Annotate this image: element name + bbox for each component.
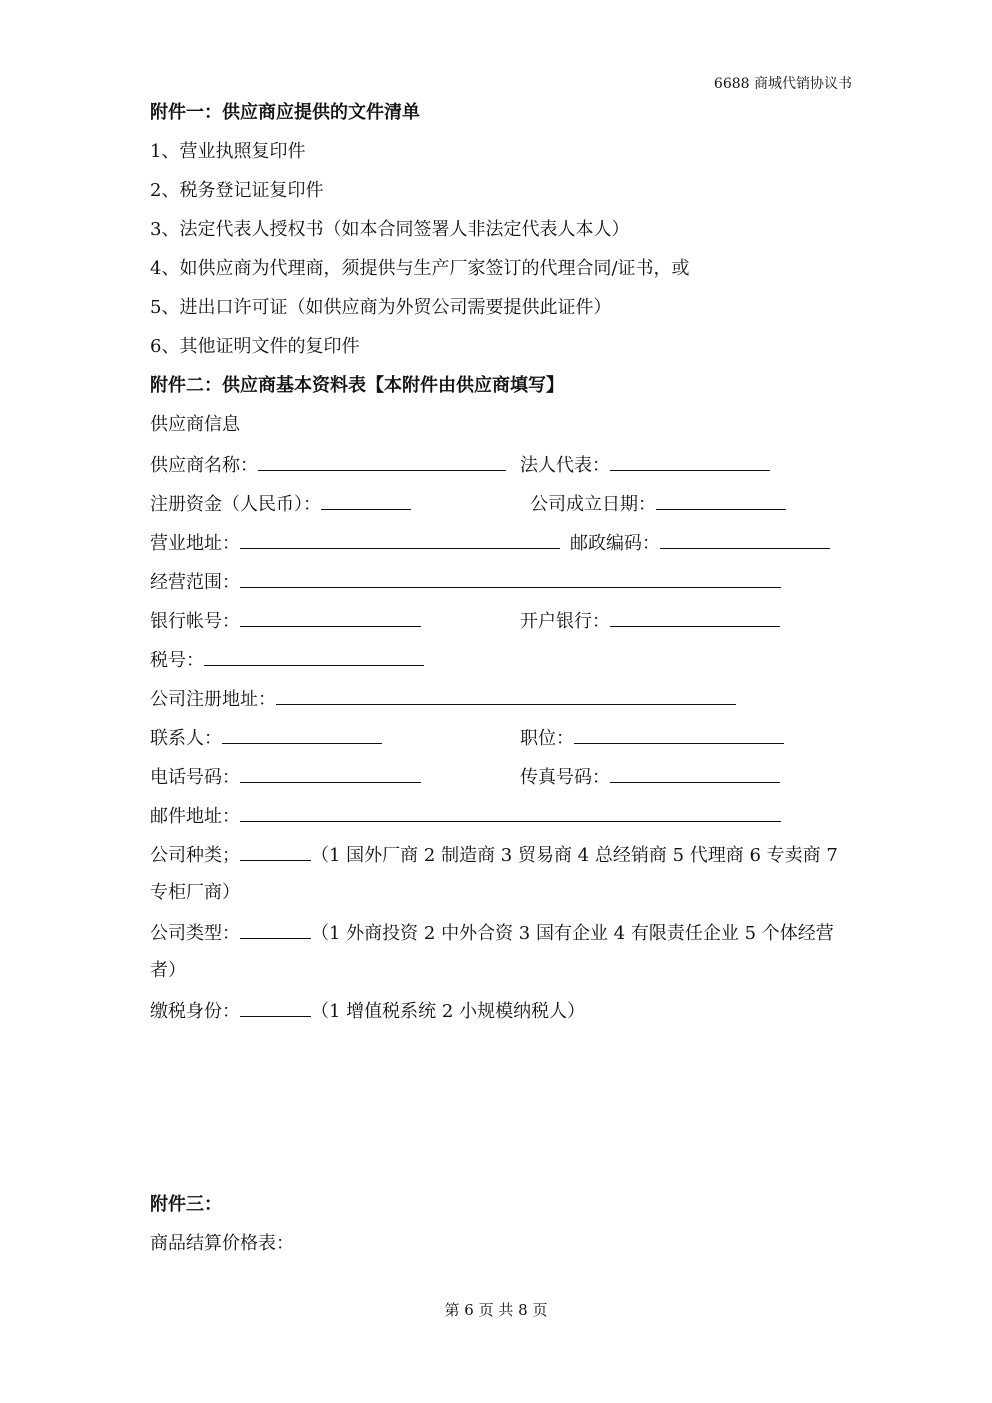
- biz-address-blank[interactable]: [240, 529, 560, 549]
- biz-address-label: 营业地址：: [150, 533, 240, 554]
- reg-address-blank[interactable]: [276, 685, 736, 705]
- tax-status-blank[interactable]: [240, 997, 311, 1017]
- reg-address-row: [150, 685, 736, 713]
- company-kind-options: （1 国外厂商 2 制造商 3 贸易商 4 总经销商 5 代理商 6 专卖商 7: [311, 845, 838, 866]
- company-kind-row: [150, 841, 838, 869]
- annex1-item-5: 5、进出口许可证（如供应商为外贸公司需要提供此证件）: [150, 297, 612, 318]
- annex2-section-label: 供应商信息: [150, 414, 240, 435]
- tax-status-label: 缴税身份：: [150, 1001, 240, 1022]
- company-type-row: [150, 919, 834, 947]
- annex1-item-2: 2、税务登记证复印件: [150, 180, 324, 201]
- company-type-options-cont: 者）: [150, 960, 186, 981]
- annex1-item-4: 4、如供应商为代理商，须提供与生产厂家签订的代理合同/证书，或: [150, 258, 690, 279]
- postcode-blank[interactable]: [660, 529, 830, 549]
- annex3-subtitle: 商品结算价格表：: [150, 1233, 294, 1254]
- position-label: 职位：: [520, 728, 574, 749]
- supplier-name-blank[interactable]: [258, 451, 506, 471]
- bank-account-label: 银行帐号：: [150, 611, 240, 632]
- fax-row: [520, 763, 780, 791]
- est-date-label: 公司成立日期：: [530, 494, 656, 515]
- annex1-item-6: 6、其他证明文件的复印件: [150, 336, 360, 357]
- capital-blank[interactable]: [321, 490, 411, 510]
- legal-rep-label: 法人代表：: [520, 455, 610, 476]
- contact-label: 联系人：: [150, 728, 222, 749]
- phone-row: [150, 763, 421, 791]
- annex2-title: 附件二：供应商基本资料表【本附件由供应商填写】: [150, 375, 564, 396]
- reg-address-label: 公司注册地址：: [150, 689, 276, 710]
- tax-no-row: [150, 646, 424, 674]
- bank-account-blank[interactable]: [240, 607, 421, 627]
- company-type-label: 公司类型：: [150, 923, 240, 944]
- est-date-blank[interactable]: [656, 490, 786, 510]
- tax-status-row: [150, 997, 585, 1025]
- company-kind-label: 公司种类；: [150, 845, 240, 866]
- email-label: 邮件地址：: [150, 806, 240, 827]
- postcode-label: 邮政编码：: [570, 533, 660, 554]
- email-row: [150, 802, 781, 830]
- contact-blank[interactable]: [222, 724, 382, 744]
- company-kind-options-cont: 专柜厂商）: [150, 882, 240, 903]
- biz-address-row: [150, 529, 560, 557]
- tax-no-label: 税号：: [150, 650, 204, 671]
- biz-scope-label: 经营范围：: [150, 572, 240, 593]
- position-blank[interactable]: [574, 724, 784, 744]
- page-footer: 第 6 页 共 8 页: [444, 1301, 548, 1319]
- bank-blank[interactable]: [610, 607, 780, 627]
- bank-row: [520, 607, 780, 635]
- company-type-blank[interactable]: [240, 919, 311, 939]
- phone-blank[interactable]: [240, 763, 421, 783]
- position-row: [520, 724, 784, 752]
- bank-account-row: [150, 607, 421, 635]
- supplier-name-label: 供应商名称：: [150, 455, 258, 476]
- company-kind-blank[interactable]: [240, 841, 311, 861]
- legal-rep-row: [520, 451, 770, 479]
- annex1-item-3: 3、法定代表人授权书（如本合同签署人非法定代表人本人）: [150, 219, 630, 240]
- tax-status-options: （1 增值税系统 2 小规模纳税人）: [311, 1001, 586, 1022]
- phone-label: 电话号码：: [150, 767, 240, 788]
- page-header: 6688 商城代销协议书: [713, 76, 852, 92]
- bank-label: 开户银行：: [520, 611, 610, 632]
- email-blank[interactable]: [240, 802, 781, 822]
- legal-rep-blank[interactable]: [610, 451, 770, 471]
- fax-blank[interactable]: [610, 763, 780, 783]
- capital-label: 注册资金（人民币）：: [150, 494, 321, 515]
- postcode-row: [570, 529, 830, 557]
- annex1-item-1: 1、营业执照复印件: [150, 141, 306, 162]
- contact-row: [150, 724, 382, 752]
- est-date-row: [530, 490, 786, 518]
- tax-no-blank[interactable]: [204, 646, 424, 666]
- fax-label: 传真号码：: [520, 767, 610, 788]
- annex1-title: 附件一：供应商应提供的文件清单: [150, 102, 420, 123]
- biz-scope-row: [150, 568, 781, 596]
- supplier-name-row: [150, 451, 506, 479]
- capital-row: [150, 490, 411, 518]
- biz-scope-blank[interactable]: [240, 568, 781, 588]
- company-type-options: （1 外商投资 2 中外合资 3 国有企业 4 有限责任企业 5 个体经营: [311, 923, 834, 944]
- annex3-title: 附件三：: [150, 1194, 222, 1215]
